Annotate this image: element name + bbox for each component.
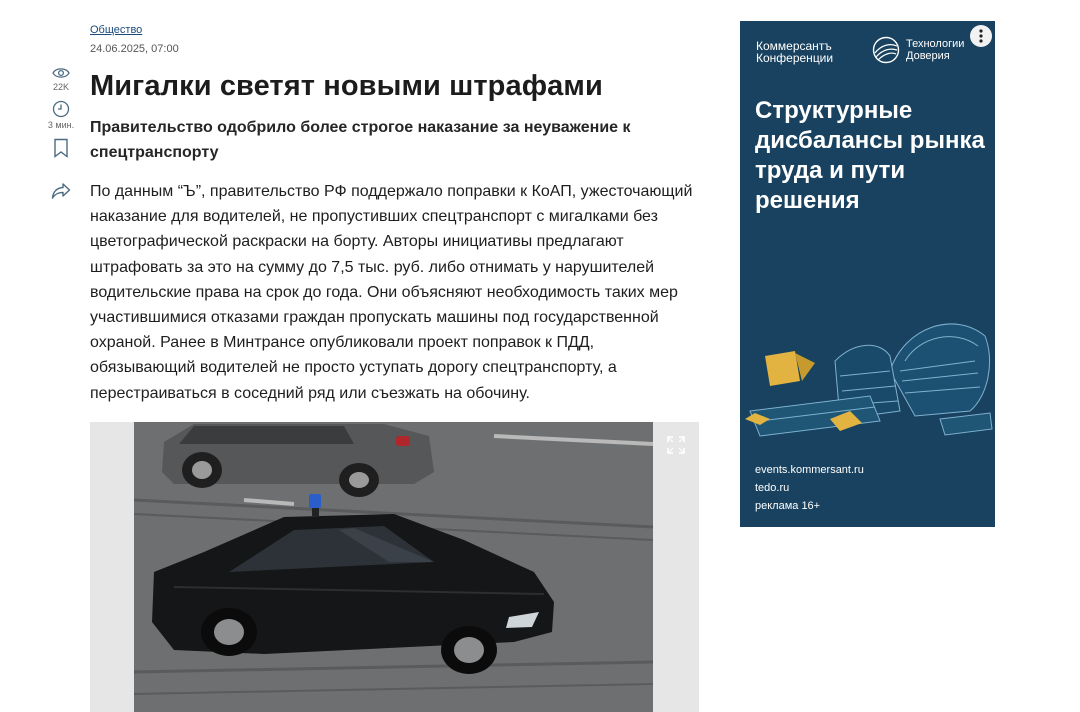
ad-link-tedo[interactable]: tedo.ru [755,482,790,494]
read-time-value: 3 мин. [47,120,75,130]
views-counter [52,66,70,92]
tedo-logo-icon [872,36,900,64]
bookmark-button[interactable] [53,138,69,158]
clock-icon [52,100,70,118]
ad-headline: Структурные дисбалансы рынка труда и пути решения [755,97,985,214]
views-count: 22K [52,82,69,92]
article-body: По данным “Ъ”, правительство РФ поддержало поправки к КоАП, ужесточающий наказание для водителей, не пропустивших спецтранспорт с мигалками без цветографической раскраски на борту. Авторы инициативы предлагают штрафовать за это на сумму до 7,5 тыс. руб. либо отнимать у нарушителей водительские права на срок до года. Они объясняют необходимость таких мер участившимися отказами граждан пропускать машины под государственной охраной. Ранее в Минтрансе опубликовали проект поправок к ПДД, обязывающий водителей не просто уступать дорогу спецтранспорту, а перестраиваться в соседний ряд или съезжать на обочину. [90,183,693,402]
article-photo [90,422,699,712]
car-photo [134,422,653,712]
eye-icon [52,66,70,80]
advertisement-banner[interactable] [740,21,995,527]
ad-brand-tedo: Технологии Доверия [906,38,965,62]
expand-icon [667,436,685,454]
ad-brand-kommersant: Коммерсантъ Конференции [756,39,834,65]
share-icon [51,182,71,200]
article-title: Мигалки светят новыми штрафами [90,70,603,102]
publish-date: 24.06.2025, 07:00 [90,43,179,55]
read-time [48,100,74,130]
bookmark-icon [53,138,69,158]
more-vertical-icon [979,29,983,43]
ad-age-label: реклама 16+ [755,500,821,512]
ad-link-events[interactable]: events.kommersant.ru [755,464,864,476]
ad-menu-button[interactable] [970,25,992,47]
article-toolbar [44,66,78,208]
share-button[interactable] [51,182,71,200]
rubric-link[interactable]: Общество [90,24,143,36]
expand-photo-button[interactable] [667,436,685,459]
article-subtitle: Правительство одобрило более строгое наказание за неуважение к спецтранспорту [90,119,631,161]
ad-links [755,461,864,515]
article [90,20,700,406]
ad-illustration [740,301,995,451]
